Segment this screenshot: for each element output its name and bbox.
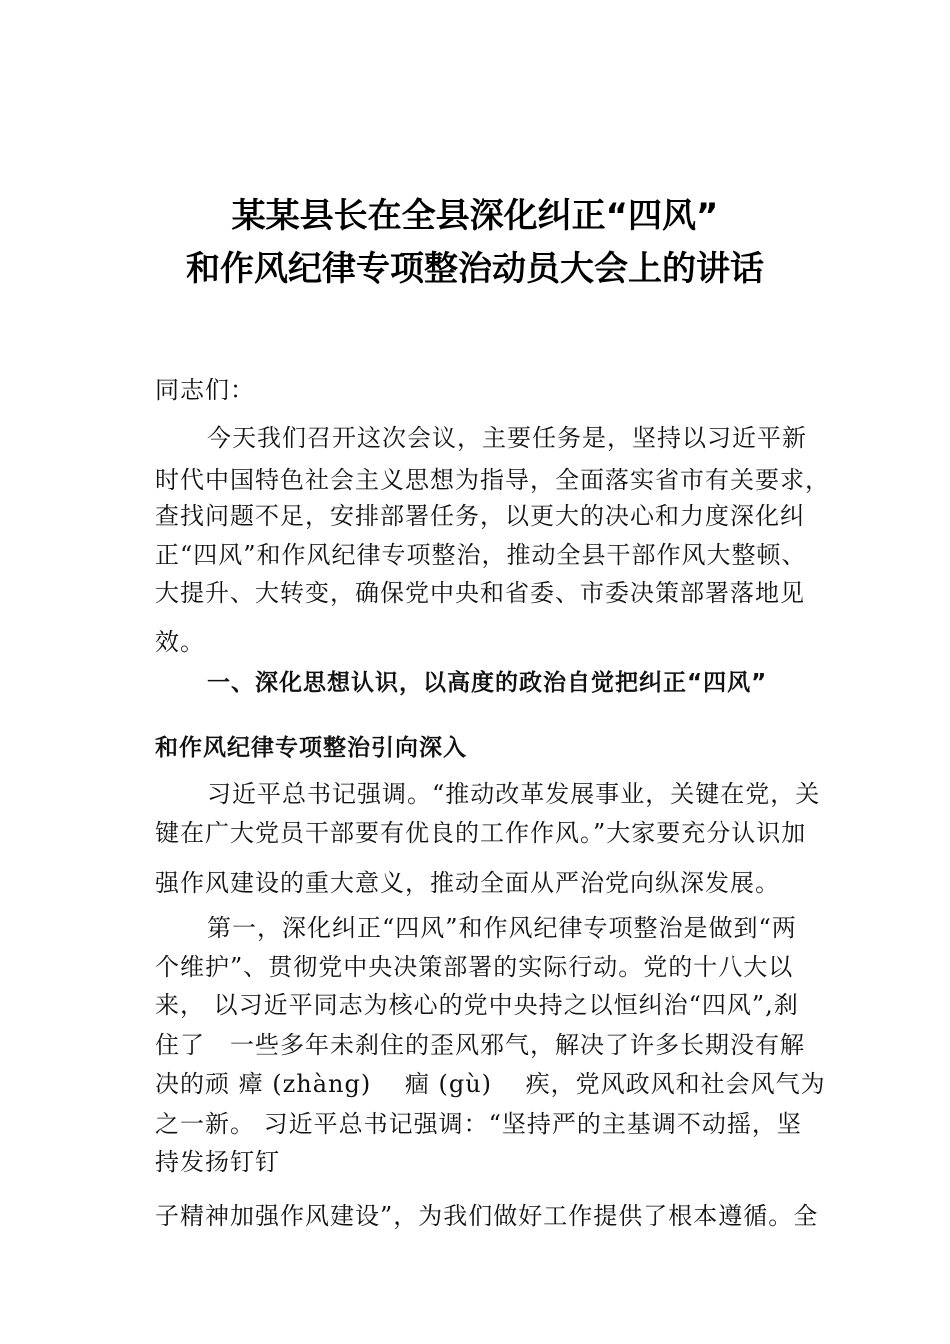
document-title-line-1: 某某县长在全县深化纠正“四风” [231,196,719,236]
paragraph-line: 时代中国特色社会主义思想为指导，全面落实省市有关要求， [155,466,830,494]
document-title-line-2: 和作风纪律专项整治动员大会上的讲话 [186,249,764,289]
paragraph-line: 强作风建设的重大意义，推动全面从严治党向纵深发展。 [155,869,780,897]
paragraph-line: 子精神加强作风建设”，为我们做好工作提供了根本遵循。全 [155,1202,819,1230]
paragraph-line: 大提升、大转变，确保党中央和省委、市委决策部署落地见 [155,579,805,607]
paragraph-line: 效。 [155,628,205,656]
paragraph-line: 住了 一些多年未刹住的歪风邪气，解决了许多长期没有解 [155,1031,805,1059]
paragraph-line: 个维护”、贯彻党中央决策部署的实际行动。党的十八大以 [155,953,794,981]
paragraph-line: 键在广大党员干部要有优良的工作作风。”大家要充分认识加 [155,819,807,847]
paragraph-line: 习近平总书记强调。“推动改革发展事业，关键在党，关 [207,780,821,808]
paragraph-line: 正“四风”和作风纪律专项整治，推动全县干部作风大整顿、 [155,541,807,569]
section-heading-line-2: 和作风纪律专项整治引向深入 [155,735,467,761]
paragraph-line: 第一，深化纠正“四风”和作风纪律专项整治是做到“两 [207,914,797,942]
paragraph-line: 来， 以习近平同志为核心的党中央持之以恒纠治“四风”,刹 [155,991,799,1019]
paragraph-line: 今天我们召开这次会议，主要任务是，坚持以习近平新 [207,424,807,452]
paragraph-line: 持发扬钉钉 [155,1148,280,1176]
section-heading-line-1: 一、深化思想认识，以高度的政治自觉把纠正“四风” [207,670,768,696]
salutation: 同志们： [155,376,255,404]
paragraph-line: 查找问题不足，安排部署任务，以更大的决心和力度深化纠 [155,502,805,530]
paragraph-line: 之一新。 习近平总书记强调：“坚持严的主基调不动摇，坚 [155,1110,802,1138]
paragraph-line: 决的顽 瘴 (zhàng) 痼 (gù) 疾，党风政风和社会风气为 [155,1070,826,1098]
